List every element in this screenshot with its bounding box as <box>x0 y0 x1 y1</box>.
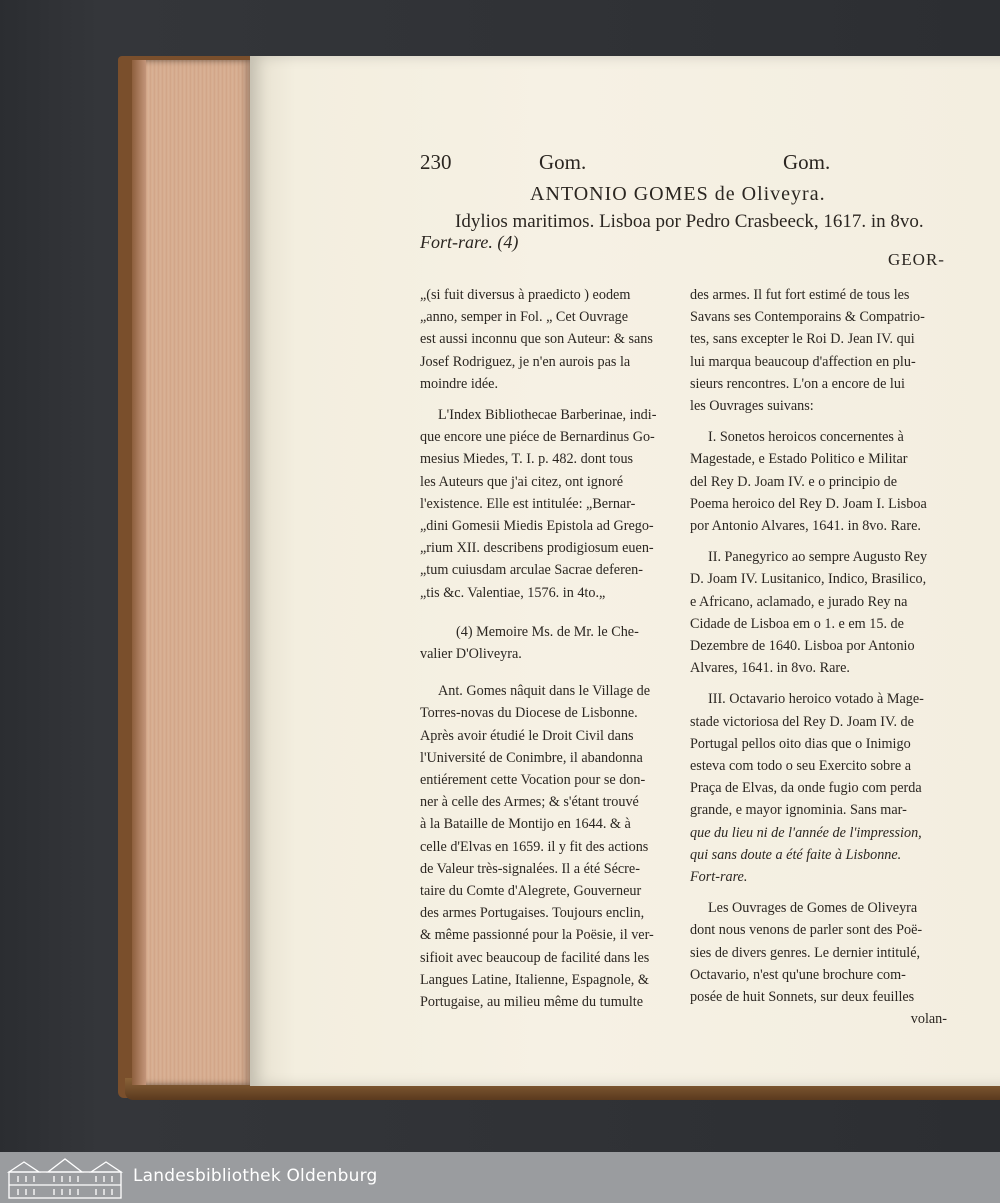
left-running-head: Gom. <box>539 150 587 174</box>
left-paragraph-2 <box>420 404 672 604</box>
text-line: D. Joam IV. Lusitanico, Indico, Brasilico, <box>690 571 927 588</box>
text-line: „dini Gomesii Miedis Epistola ad Grego- <box>420 518 654 535</box>
text-line: esteva com todo o seu Exercito sobre a <box>690 758 912 775</box>
entry-title: Idylios maritimos. Lisboa por Pedro Crasbeeck, 1617. in 8vo. <box>455 211 924 232</box>
text-line: que du lieu ni de l'année de l'impression, <box>690 824 922 841</box>
text-line: ner à celle des Armes; & s'étant trouvé <box>420 794 639 811</box>
text-line: sies de divers genres. Le dernier intitulé, <box>690 944 921 961</box>
text-line: Alvares, 1641. in 8vo. Rare. <box>690 660 850 677</box>
text-line: „anno, semper in Fol. „ Cet Ouvrage <box>420 309 629 326</box>
text-line: valier D'Oliveyra. <box>420 646 522 663</box>
text-line: les Auteurs que j'ai citez, ont ignoré <box>420 473 624 490</box>
text-line: Portugaise, au milieu même du tumulte <box>420 994 644 1011</box>
library-building-logo-icon <box>6 1156 124 1200</box>
text-line: moindre idée. <box>420 375 499 392</box>
right-running-head: Gom. <box>783 150 831 174</box>
right-item-3 <box>690 688 947 888</box>
text-line: posée de huit Sonnets, sur deux feuilles <box>690 989 915 1006</box>
text-line: l'existence. Elle est intitulée: „Bernar- <box>420 495 636 512</box>
text-line: à la Bataille de Montijo en 1644. & à <box>420 816 631 833</box>
text-line: Praça de Elvas, da onde fugio com perda <box>690 780 922 797</box>
text-line: Portugal pellos oito dias que o Inimigo <box>690 735 911 752</box>
text-line: por Antonio Alvares, 1641. in 8vo. Rare. <box>690 518 921 535</box>
text-line: e Africano, aclamado, e jurado Rey na <box>690 593 908 610</box>
text-line: Josef Rodriguez, je n'en aurois pas la <box>420 353 631 370</box>
text-line: „tum cuiusdam arculae Sacrae deferen- <box>420 562 643 579</box>
text-line: taire du Comte d'Alegrete, Gouverneur <box>420 883 642 900</box>
text-line: l'Université de Conimbre, il abandonna <box>420 749 643 766</box>
text-line: III. Octavario heroico votado à Mage- <box>708 691 924 708</box>
text-line: del Rey D. Joam IV. e o principio de <box>690 473 897 490</box>
text-line: Les Ouvrages de Gomes de Oliveyra <box>708 900 918 917</box>
text-line: Poema heroico del Rey D. Joam I. Lisboa <box>690 495 927 512</box>
text-line: que encore une piéce de Bernardinus Go- <box>420 429 655 446</box>
left-column <box>420 284 672 1013</box>
text-line: qui sans doute a été faite à Lisbonne. <box>690 846 902 863</box>
entry-rarity: Fort-rare. (4) <box>420 232 519 252</box>
text-line: & même passionné pour la Poësie, il ver- <box>420 927 654 944</box>
text-line: „rium XII. describens prodigiosum euen- <box>420 540 654 557</box>
text-line: L'Index Bibliothecae Barberinae, indi- <box>438 407 657 424</box>
text-line: entiérement cette Vocation pour se don- <box>420 772 646 789</box>
text-line: mesius Miedes, T. I. p. 482. dont tous <box>420 451 634 468</box>
text-line: est aussi inconnu que son Auteur: & sans <box>420 331 653 348</box>
page-edge-shadow <box>132 60 146 1085</box>
text-line: stade victoriosa del Rey D. Joam IV. de <box>690 713 914 730</box>
right-item-2 <box>690 546 947 679</box>
text-line: II. Panegyrico ao sempre Augusto Rey <box>708 549 928 566</box>
catchword-top: GEOR- <box>888 250 945 269</box>
text-line: (4) Memoire Ms. de Mr. le Che- <box>456 623 639 640</box>
right-column <box>690 284 947 1031</box>
text-line: les Ouvrages suivans: <box>690 398 814 415</box>
text-line: „tis &c. Valentiae, 1576. in 4to.„ <box>420 584 606 601</box>
text-line: grande, e mayor ignominia. Sans mar- <box>690 802 907 819</box>
left-paragraph-3 <box>420 680 672 1013</box>
right-paragraph-1 <box>690 284 947 417</box>
library-name: Landesbibliothek Oldenburg <box>133 1166 378 1186</box>
text-line: Magestade, e Estado Politico e Militar <box>690 451 908 468</box>
page-number: 230 <box>420 150 452 174</box>
text-line: sifioit avec beaucoup de facilité dans les <box>420 949 650 966</box>
text-line: Cidade de Lisboa em o 1. e em 15. de <box>690 615 904 632</box>
text-line: des armes. Il fut fort estimé de tous les <box>690 287 910 303</box>
text-line: des armes Portugaises. Toujours enclin, <box>420 905 645 922</box>
footnote <box>420 621 672 665</box>
text-line: sieurs rencontres. L'on a encore de lui <box>690 375 905 392</box>
text-line: Torres-novas du Diocese de Lisbonne. <box>420 705 638 722</box>
text-line: de Valeur très-signalées. Il a été Sécre- <box>420 860 640 877</box>
text-line: celle d'Elvas en 1659. il y fit des actions <box>420 838 649 855</box>
text-line: lui marqua beaucoup d'affection en plu- <box>690 353 916 370</box>
text-line: I. Sonetos heroicos concernentes à <box>708 429 904 446</box>
text-line: dont nous venons de parler sont des Poë- <box>690 922 923 939</box>
left-paragraph-1 <box>420 284 672 395</box>
right-item-1 <box>690 426 947 537</box>
right-paragraph-2 <box>690 897 947 1030</box>
text-line: Après avoir étudié le Droit Civil dans <box>420 727 634 744</box>
entry-author: ANTONIO GOMES de Oliveyra. <box>530 183 826 205</box>
text-line: „(si fuit diversus à praedicto ) eodem <box>420 287 631 303</box>
text-line: Fort-rare. <box>690 869 748 886</box>
page-edges <box>132 60 252 1085</box>
text-line: Savans ses Contemporains & Compatrio- <box>690 309 925 326</box>
catchword-bottom: volan- <box>910 1011 947 1028</box>
footer-bar <box>0 1152 1000 1203</box>
text-line: tes, sans excepter le Roi D. Jean IV. qui <box>690 331 915 348</box>
text-line: Octavario, n'est qu'une brochure com- <box>690 966 906 983</box>
text-line: Langues Latine, Italienne, Espagnole, & <box>420 971 649 988</box>
text-line: Ant. Gomes nâquit dans le Village de <box>438 683 651 700</box>
text-line: Dezembre de 1640. Lisboa por Antonio <box>690 638 915 655</box>
